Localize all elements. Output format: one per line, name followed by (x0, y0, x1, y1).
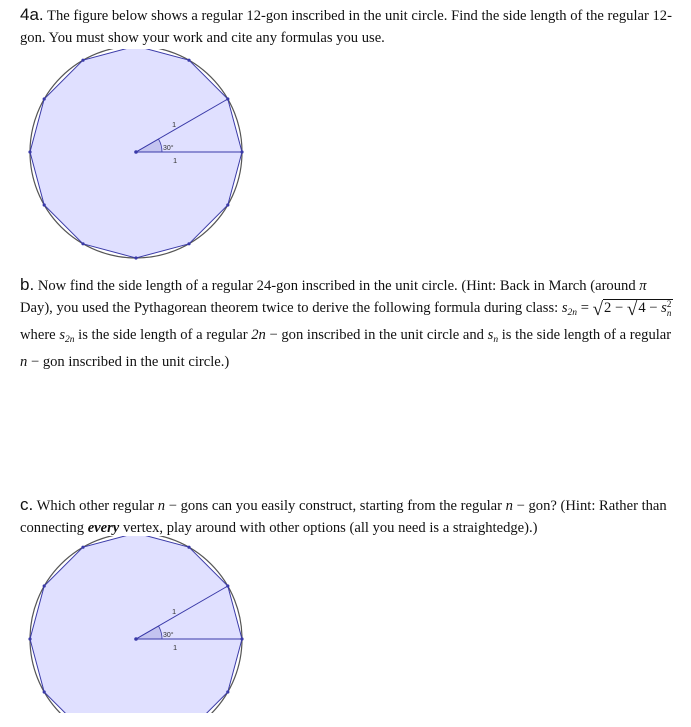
formula-inner-sup: 2 (666, 299, 672, 309)
dodecagon-figure-2 (28, 536, 248, 713)
var-n-2: n (505, 498, 513, 514)
angle-label: 30° (163, 145, 174, 152)
var-n-1: n (157, 498, 166, 514)
center-point-2 (134, 637, 138, 641)
problem-b-text-7: − gon inscribed in the unit circle.) (30, 354, 230, 370)
problem-a-text: The figure below shows a regular 12-gon inscribed in the unit circle. Find the side length of the regular 12-gon. You must show your work and cite any formulas you use. (20, 8, 672, 46)
problem-b (20, 274, 680, 373)
formula-inner: 4 − (638, 300, 658, 316)
problem-a-label: 4a. (20, 5, 44, 24)
recursion-formula (561, 299, 673, 320)
emphasis-every: every (87, 520, 120, 536)
problem-c-text-2: − gons can you easily construct, starting from the regular (168, 498, 503, 514)
radius-label-2: 1 (172, 607, 177, 616)
problem-c-text-4: vertex, play around with other options (all you need is a straightedge).) (122, 520, 538, 536)
base-label: 1 (173, 156, 178, 165)
formula-inner-sub: n (666, 308, 672, 318)
problem-b-text-4: is the side length of a regular (78, 327, 248, 343)
dodecagon-figure-1 (28, 49, 248, 261)
problem-b-text-6: is the side length of a regular (501, 327, 672, 343)
problem-b-text-2: Day), you used the Pythagorean theorem twice to derive the following formula during class: (20, 300, 559, 316)
formula-outer: 2 − (604, 300, 624, 316)
formula-inner-var: s (661, 300, 667, 316)
problem-b-text-1: Now find the side length of a regular 24-gon inscribed in the unit circle. (Hint: Back in March (around (37, 278, 636, 294)
formula-equals: = (580, 300, 589, 316)
var-sn: s (487, 327, 494, 343)
problem-c-text-1: Which other regular (36, 498, 155, 514)
problem-a (20, 4, 680, 49)
var-sn-sub: n (493, 335, 499, 345)
var-2n: 2n (251, 327, 266, 343)
radius-label: 1 (172, 120, 177, 129)
problem-c-label: c. (20, 495, 34, 514)
formula-lhs-sub: 2n (567, 308, 578, 318)
problem-b-label: b. (20, 275, 35, 294)
problem-b-text-5: − gon inscribed in the unit circle and (269, 327, 484, 343)
var-n: n (20, 354, 28, 370)
angle-label-2: 30° (163, 632, 174, 639)
var-s2n: s (59, 327, 65, 343)
base-label-2: 1 (173, 643, 178, 652)
inner-sqrt: √4 − s2 n (626, 299, 672, 320)
problem-c-text-3: − gon? (Hint: Rather than connecting (20, 498, 667, 536)
pi-symbol: π (639, 278, 647, 294)
problem-c (20, 494, 680, 539)
problem-b-text-3: where (20, 327, 56, 343)
outer-sqrt: √2 − √4 − s2 n (592, 299, 672, 320)
formula-lhs: s (561, 300, 568, 316)
var-s2n-sub: 2n (65, 335, 75, 345)
center-point (134, 150, 138, 154)
